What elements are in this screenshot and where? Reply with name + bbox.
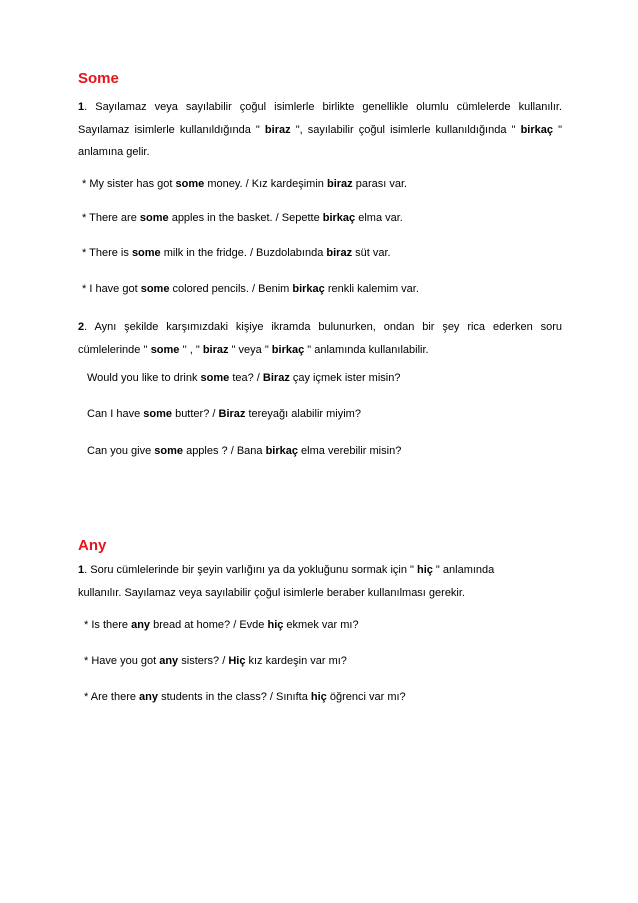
some-rule-1	[78, 96, 562, 164]
section-heading-any: Any	[78, 537, 107, 554]
some-rule-2: 2. Aynı şekilde karşımızdaki kişiye ikramda bulunurken, ondan bir şey rica ederken soru cümlelerinde '' some '' , " biraz " veya " birkaç " anlamında kullanılabilir.	[78, 321, 562, 356]
example-line: * I have got some colored pencils. / Benim birkaç renkli kalemim var.	[82, 283, 419, 295]
example-line: * Is there any bread at home? / Evde hiç ekmek var mı?	[84, 619, 359, 631]
example-line: * There are some apples in the basket. / Sepette birkaç elma var.	[82, 212, 403, 224]
rule-number: 1	[78, 101, 85, 113]
example-line: * My sister has got some money. / Kız kardeşimin biraz parası var.	[82, 178, 408, 190]
rule-text: . Sayılamaz veya sayılabilir çoğul isimlerle birlikte genellikle olumlu cümlelerde kullanılır. Sayılamaz isimlerle kullanıldığında "	[78, 101, 562, 136]
keyword: birkaç	[520, 123, 553, 136]
section-heading-some: Some	[78, 70, 119, 87]
example-line: Can I have some butter? / Biraz tereyağı alabilir miyim?	[87, 408, 361, 420]
example-line: * Have you got any sisters? / Hiç kız kardeşin var mı?	[84, 655, 347, 667]
rule-number: 2	[78, 321, 85, 333]
rule-text: ", sayılabilir çoğul isimlerle kullanıldığında "	[290, 123, 521, 136]
any-rule-1: 1. Soru cümlelerinde bir şeyin varlığını ya da yokluğunu sormak için " hiç " anlamında kullanılır. Sayılamaz veya sayılabilir çoğul isimlerle beraber kullanılması gerekir.	[78, 564, 495, 599]
example-line: Would you like to drink some tea? / Biraz çay içmek ister misin?	[87, 372, 401, 384]
rule-number: 1	[78, 564, 85, 576]
example-line: * There is some milk in the fridge. / Buzdolabında biraz süt var.	[82, 247, 391, 259]
example-line: * Are there any students in the class? / Sınıfta hiç öğrenci var mı?	[84, 691, 406, 703]
rule-text: " anlamına gelir.	[78, 123, 562, 158]
keyword: biraz	[264, 123, 291, 136]
example-line: Can you give some apples ? / Bana birkaç elma verebilir misin?	[87, 445, 402, 457]
